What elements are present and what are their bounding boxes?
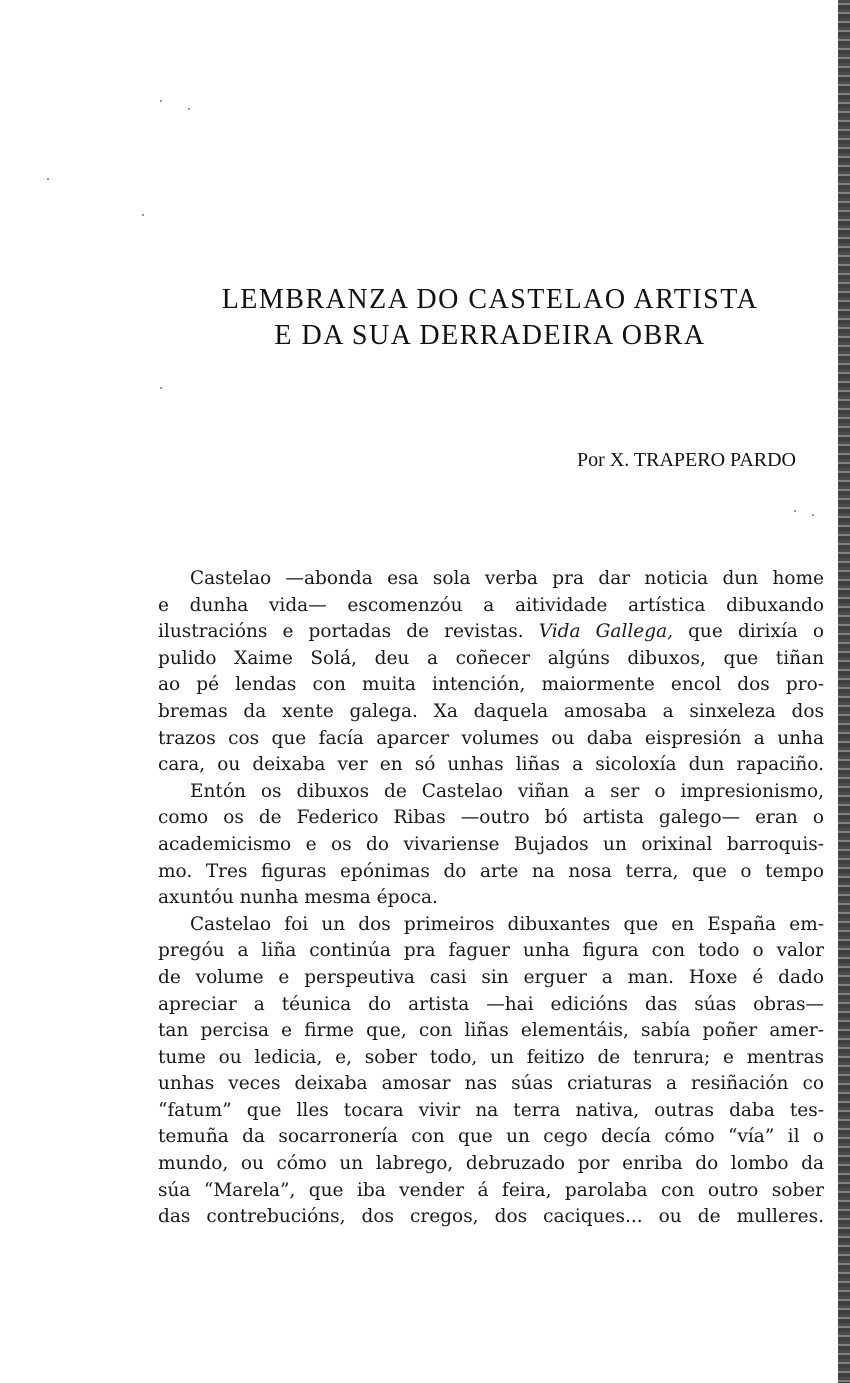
text-line: das contrebucións, dos cregos, dos caciques... ou de mulleres. bbox=[158, 1206, 824, 1228]
text-line: cara, ou deixaba ver en só unhas liñas a sicoloxía dun rapaciño. bbox=[158, 754, 824, 776]
paragraph-2 bbox=[158, 779, 824, 912]
paragraph-1 bbox=[158, 566, 824, 779]
text-line: bremas da xente galega. Xa daquela amosaba a sinxeleza dos bbox=[158, 700, 824, 722]
text-line: Castelao —abonda esa sola verba pra dar noticia dun home bbox=[190, 568, 824, 589]
text-line: ao pé lendas con muita intención, maiormente encol dos pro- bbox=[158, 674, 824, 696]
text-fragment: ilustracións e portadas de revistas. bbox=[158, 621, 539, 643]
scan-speck bbox=[188, 108, 190, 110]
text-line: tume ou ledicia, e, sober todo, un feitizo de tenrura; e mentras bbox=[158, 1046, 824, 1068]
magazine-title-italic: Vida Gallega, bbox=[538, 621, 673, 643]
text-line: Entón os dibuxos de Castelao viñan a ser o impresionismo, bbox=[190, 780, 824, 802]
text-line: pulido Xaime Solá, deu a coñecer algúns dibuxos, que tiñan bbox=[158, 647, 824, 669]
text-line: Castelao foi un dos primeiros dibuxantes que en España em- bbox=[190, 913, 824, 935]
text-line: de volume e perspeutiva casi sin erguer a man. Hoxe é dado bbox=[158, 966, 824, 988]
text-line: academicismo e os do vivariense Bujados un orixinal barroquis- bbox=[158, 833, 824, 855]
text-line: e dunha vida— escomenzóu a aitividade artística dibuxando bbox=[158, 594, 824, 616]
text-line: unhas veces deixaba amosar nas súas criaturas a resiñación co bbox=[158, 1073, 824, 1095]
text-fragment: que dirixía o bbox=[672, 621, 824, 643]
scan-speck bbox=[812, 514, 814, 516]
text-line: mundo, ou cómo un labrego, debruzado por enriba do lombo da bbox=[158, 1153, 824, 1175]
scan-speck bbox=[160, 100, 162, 102]
text-line: “fatum” que lles tocara vivir na terra nativa, outras daba tes- bbox=[158, 1099, 824, 1121]
scan-speck bbox=[142, 214, 144, 216]
text-line: pregóu a liña continúa pra faguer unha figura con todo o valor bbox=[158, 940, 824, 962]
text-line: como os de Federico Ribas —outro bó artista galego— eran o bbox=[158, 807, 824, 829]
article-title-line-2: E DA SUA DERRADEIRA OBRA bbox=[274, 320, 706, 351]
page-edge-binding bbox=[838, 0, 850, 1383]
text-line: axuntóu nunha mesma época. bbox=[158, 887, 438, 909]
article-title bbox=[150, 282, 830, 354]
scan-speck bbox=[160, 387, 162, 389]
article-title-line-1: LEMBRANZA DO CASTELAO ARTISTA bbox=[221, 284, 759, 315]
paragraph-3 bbox=[158, 912, 824, 1231]
scan-speck bbox=[47, 178, 49, 180]
author-byline: Por X. TRAPERO PARDO bbox=[577, 449, 796, 471]
text-line: trazos cos que facía aparcer volumes ou daba eispresión a unha bbox=[158, 727, 824, 749]
article-body bbox=[158, 566, 824, 1231]
text-line: tan percisa e firme que, con liñas elementáis, sabía poñer amer- bbox=[158, 1020, 824, 1042]
text-line: apreciar a téunica do artista —hai edicións das súas obras— bbox=[158, 993, 824, 1015]
text-line: temuña da socarronería con que un cego decía cómo “vía” il o bbox=[158, 1126, 824, 1148]
text-line: súa “Marela”, que iba vender á feira, parolaba con outro sober bbox=[158, 1179, 824, 1201]
text-line bbox=[158, 619, 824, 646]
text-line: mo. Tres figuras epónimas do arte na nosa terra, que o tempo bbox=[158, 860, 824, 882]
scan-speck bbox=[794, 510, 796, 512]
